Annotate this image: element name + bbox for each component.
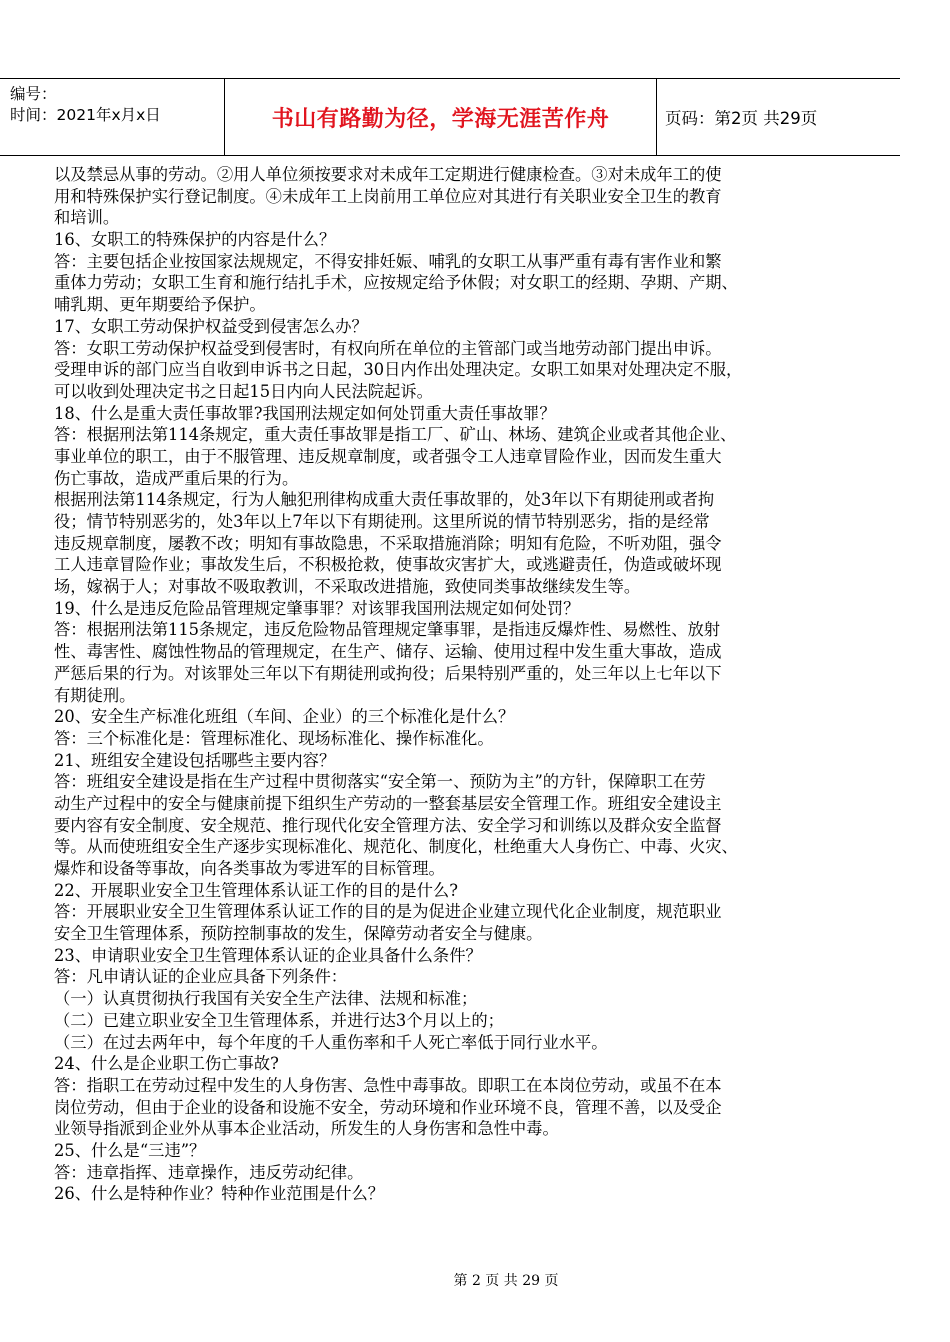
body-line: 违反规章制度，屡教不改；明知有事故隐患，不采取措施消除；明知有危险，不听劝阻，强令 — [54, 533, 722, 553]
body-line: 答：女职工劳动保护权益受到侵害时，有权向所在单位的主管部门或当地劳动部门提出申诉。 — [54, 338, 722, 358]
body-line: 16、女职工的特殊保护的内容是什么？ — [54, 230, 336, 250]
body-line: 根据刑法第114条规定，行为人触犯刑律构成重大责任事故罪的，处3年以下有期徒刑或者拘 — [54, 490, 715, 510]
body-line: 20、安全生产标准化班组（车间、企业）的三个标准化是什么？ — [54, 707, 515, 727]
body-line: 答：凡申请认证的企业应具备下列条件： — [54, 967, 348, 987]
body-line: 答：三个标准化是：管理标准化、现场标准化、操作标准化。 — [54, 728, 494, 748]
body-line: 岗位劳动，但由于企业的设备和设施不安全，劳动环境和作业环境不良，管理不善，以及受企 — [54, 1097, 722, 1117]
body-line: 答：班组安全建设是指在生产过程中贯彻落实“安全第一、预防为主”的方针，保障职工在劳 — [54, 772, 706, 792]
body-line: 17、女职工劳动保护权益受到侵害怎么办？ — [54, 316, 368, 336]
body-line: 以及禁忌从事的劳动。②用人单位须按要求对未成年工定期进行健康检查。③对未成年工的使 — [54, 165, 722, 184]
body-line: 有期徒刑。 — [54, 685, 136, 705]
document-number: 编号： — [10, 85, 57, 103]
page-header — [0, 78, 900, 156]
body-line: 工人违章冒险作业；事故发生后，不积极抢救，使事故灾害扩大，或逃避责任，伪造或破坏现 — [54, 555, 722, 575]
body-line: 业领导指派到企业外从事本企业活动，所发生的人身伤害和急性中毒。 — [54, 1119, 559, 1139]
body-line: 答：指职工在劳动过程中发生的人身伤害、急性中毒事故。即职工在本岗位劳动，或虽不在本 — [54, 1075, 722, 1095]
body-line: 18、什么是重大责任事故罪?我国刑法规定如何处罚重大责任事故罪？ — [54, 403, 556, 423]
body-line: 答：主要包括企业按国家法规规定，不得安排妊娠、哺乳的女职工从事严重有毒有害作业和繁 — [54, 251, 722, 271]
body-line: 可以收到处理决定书之日起15日内向人民法院起诉。 — [54, 381, 433, 401]
body-line: 严惩后果的行为。对该罪处三年以下有期徒刑或拘役；后果特别严重的，处三年以上七年以下 — [54, 663, 722, 683]
body-line: 重体力劳动；女职工生育和施行结扎手术，应按规定给予休假；对女职工的经期、孕期、产期、 — [54, 273, 738, 293]
body-line: 21、班组安全建设包括哪些主要内容？ — [54, 750, 336, 770]
body-line: 役；情节特别恶劣的，处3年以上7年以下有期徒刑。这里所说的情节特别恶劣，指的是经常 — [54, 512, 710, 531]
body-line: 23、申请职业安全卫生管理体系认证的企业具备什么条件？ — [54, 945, 482, 965]
header-page-code: 页码：第2页 共29页 — [665, 109, 818, 128]
document-time: 时间：2021年x月x日 — [10, 106, 161, 124]
body-line: （二）已建立职业安全卫生管理体系，并进行达3个月以上的； — [54, 1010, 504, 1030]
body-line: 哺乳期、更年期要给予保护。 — [54, 295, 266, 315]
body-line: 答：根据刑法第114条规定，重大责任事故罪是指工厂、矿山、林场、建筑企业或者其他企业、 — [54, 425, 737, 445]
body-line: （三）在过去两年中，每个年度的千人重伤率和千人死亡率低于同行业水平。 — [54, 1032, 608, 1052]
document-body — [54, 164, 844, 1205]
body-line: 受理申诉的部门应当自收到申诉书之日起，30日内作出处理决定。女职工如果对处理决定不服， — [54, 360, 743, 380]
body-line: 等。从而使班组安全生产逐步实现标准化、规范化、制度化，杜绝重大人身伤亡、中毒、火灾、 — [54, 837, 738, 857]
body-line: 安全卫生管理体系，预防控制事故的发生，保障劳动者安全与健康。 — [54, 924, 543, 944]
body-line: 26、什么是特种作业？特种作业范围是什么？ — [54, 1184, 385, 1204]
body-line: 19、什么是违反危险品管理规定肇事罪？对该罪我国刑法规定如何处罚？ — [54, 598, 580, 618]
header-meta — [0, 79, 225, 155]
body-line: 用和特殊保护实行登记制度。④未成年工上岗前用工单位应对其进行有关职业安全卫生的教育 — [54, 186, 722, 206]
body-line: （一）认真贯彻执行我国有关安全生产法律、法规和标准； — [54, 989, 478, 1009]
body-line: 伤亡事故，造成严重后果的行为。 — [54, 468, 299, 488]
body-line: 性、毒害性、腐蚀性物品的管理规定，在生产、储存、运输、使用过程中发生重大事故，造成 — [54, 642, 722, 662]
body-line: 22、开展职业安全卫生管理体系认证工作的目的是什么? — [54, 880, 458, 900]
header-slogan: 书山有路勤为径，学海无涯苦作舟 — [225, 79, 657, 155]
body-line: 事业单位的职工，由于不服管理、违反规章制度，或者强令工人违章冒险作业，因而发生重大 — [54, 446, 722, 466]
body-line: 动生产过程中的安全与健康前提下组织生产劳动的一整套基层安全管理工作。班组安全建设主 — [54, 793, 722, 813]
body-line: 爆炸和设备等事故，向各类事故为零进军的目标管理。 — [54, 859, 445, 878]
page-footer: 第 2 页 共 29 页 — [453, 1273, 559, 1289]
body-line: 25、什么是“三违”？ — [54, 1140, 206, 1160]
body-line: 要内容有安全制度、安全规范、推行现代化安全管理方法、安全学习和训练以及群众安全监督 — [54, 815, 722, 835]
body-line: 答：根据刑法第115条规定，违反危险物品管理规定肇事罪，是指违反爆炸性、易燃性、放射 — [54, 620, 721, 640]
body-line: 场，嫁祸于人；对事故不吸取教训，不采取改进措施，致使同类事故继续发生等。 — [54, 577, 641, 597]
body-line: 和培训。 — [54, 208, 120, 228]
body-line: 答：违章指挥、违章操作，违反劳动纪律。 — [54, 1162, 364, 1182]
body-line: 24、什么是企业职工伤亡事故? — [54, 1054, 279, 1074]
body-line: 答：开展职业安全卫生管理体系认证工作的目的是为促进企业建立现代化企业制度，规范职业 — [54, 902, 722, 922]
